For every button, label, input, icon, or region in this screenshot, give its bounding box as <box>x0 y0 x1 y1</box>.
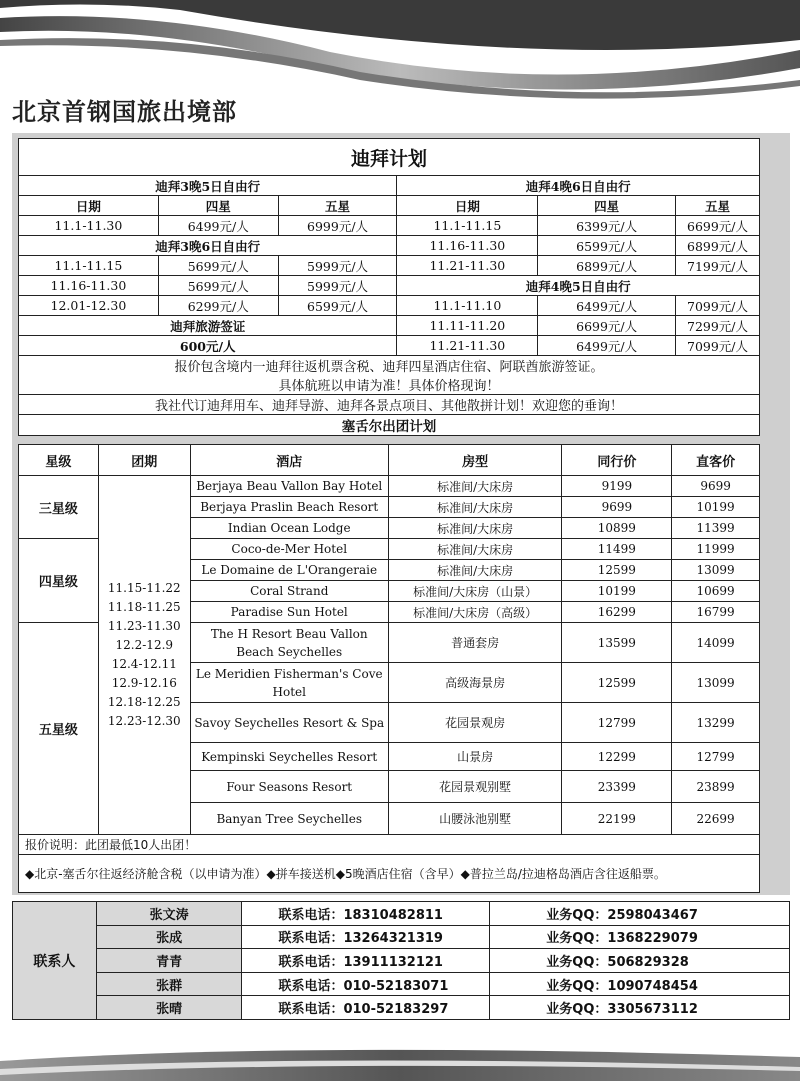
price-cell: 5999元/人 <box>278 276 397 296</box>
retail-price: 10699 <box>672 581 760 602</box>
price-cell: 6899元/人 <box>538 256 676 276</box>
retail-price: 11399 <box>672 518 760 539</box>
phone-label: 联系电话： <box>278 1002 344 1018</box>
room-type: 标准间/大床房 <box>388 476 562 497</box>
room-type: 花园景观房 <box>388 703 562 743</box>
price-cell: 6299元/人 <box>158 296 278 316</box>
contact-name: 青青 <box>96 949 242 973</box>
dubai-note: 报价包含境内一迪拜往返机票含税、迪拜四星酒店住宿、阿联酋旅游签证。 <box>19 356 760 376</box>
period-item: 12.18-12.25 <box>107 695 181 709</box>
period-item: 12.4-12.11 <box>111 657 177 671</box>
contact-phone <box>242 902 490 926</box>
room-type: 标准间/大床房（山景） <box>388 581 562 602</box>
header-four-star: 四星 <box>158 196 278 216</box>
hotel-name: Berjaya Praslin Beach Resort <box>190 497 388 518</box>
room-type: 标准间/大床房 <box>388 539 562 560</box>
retail-price: 23899 <box>672 771 760 803</box>
price-cell: 6999元/人 <box>278 216 397 236</box>
trade-price: 12599 <box>562 663 672 703</box>
phone-number: 13264321319 <box>343 931 443 947</box>
qq-number: 3305673112 <box>607 1002 698 1018</box>
date-cell: 11.11-11.20 <box>397 316 538 336</box>
price-cell: 6499元/人 <box>538 296 676 316</box>
phone-label: 联系电话： <box>278 978 344 994</box>
retail-price: 12799 <box>672 743 760 771</box>
trade-price: 9199 <box>562 476 672 497</box>
hotel-name: Coco-de-Mer Hotel <box>190 539 388 560</box>
price-cell: 6599元/人 <box>278 296 397 316</box>
tour-periods <box>98 476 190 835</box>
date-cell: 11.21-11.30 <box>397 336 538 356</box>
phone-label: 联系电话： <box>278 954 344 970</box>
contact-qq <box>490 949 790 973</box>
trade-price: 23399 <box>562 771 672 803</box>
date-cell: 11.1-11.15 <box>397 216 538 236</box>
contact-name: 张晴 <box>96 996 242 1020</box>
retail-price: 14099 <box>672 623 760 663</box>
trade-price: 11499 <box>562 539 672 560</box>
date-cell: 11.21-11.30 <box>397 256 538 276</box>
seychelles-title: 塞舌尔出团计划 <box>19 415 760 436</box>
qq-number: 1368229079 <box>607 931 698 947</box>
price-cell: 7299元/人 <box>676 316 760 336</box>
retail-price: 10199 <box>672 497 760 518</box>
inclusions-note: ◆北京-塞舌尔往返经济舱含税（以申请为准）◆拼车接送机◆5晚酒店住宿（含早）◆普拉兰岛/拉迪格岛酒店含往返船票。 <box>19 855 760 893</box>
hotel-name: Paradise Sun Hotel <box>190 602 388 623</box>
room-type: 高级海景房 <box>388 663 562 703</box>
hotel-name: Berjaya Beau Vallon Bay Hotel <box>190 476 388 497</box>
header-star: 星级 <box>19 445 99 476</box>
price-cell: 6899元/人 <box>676 236 760 256</box>
date-cell: 11.1-11.15 <box>19 256 159 276</box>
contact-name: 张成 <box>96 925 242 949</box>
trade-price: 22199 <box>562 803 672 835</box>
hotel-name: Kempinski Seychelles Resort <box>190 743 388 771</box>
seychelles-table <box>18 444 760 893</box>
phone-number: 010-52183071 <box>343 978 449 994</box>
company-title: 北京首钢国旅出境部 <box>12 98 237 126</box>
dubai-title: 迪拜计划 <box>19 139 760 176</box>
room-type: 标准间/大床房 <box>388 497 562 518</box>
dubai-table <box>18 138 760 436</box>
contacts-table <box>12 901 790 1020</box>
price-cell: 5699元/人 <box>158 256 278 276</box>
star-level: 五星级 <box>19 623 99 835</box>
hotel-name: Savoy Seychelles Resort & Spa <box>190 703 388 743</box>
qq-label: 业务QQ： <box>546 931 608 947</box>
hotel-name: Coral Strand <box>190 581 388 602</box>
date-cell: 12.01-12.30 <box>19 296 159 316</box>
price-cell: 6399元/人 <box>538 216 676 236</box>
room-type: 山腰泳池别墅 <box>388 803 562 835</box>
contact-phone <box>242 996 490 1020</box>
room-type: 标准间/大床房（高级） <box>388 602 562 623</box>
contacts-label: 联系人 <box>13 902 97 1020</box>
header-swoosh <box>0 0 800 100</box>
header-trade-price: 同行价 <box>562 445 672 476</box>
phone-label: 联系电话： <box>278 907 344 923</box>
trade-price: 10899 <box>562 518 672 539</box>
price-cell: 7099元/人 <box>676 296 760 316</box>
hotel-name: Four Seasons Resort <box>190 771 388 803</box>
period-item: 11.18-11.25 <box>107 600 181 614</box>
header-date: 日期 <box>19 196 159 216</box>
price-cell: 6699元/人 <box>538 316 676 336</box>
contact-name: 张文涛 <box>96 902 242 926</box>
trade-price: 12299 <box>562 743 672 771</box>
qq-number: 2598043467 <box>607 907 698 923</box>
visa-price: 600元/人 <box>19 336 397 356</box>
room-type: 标准间/大床房 <box>388 518 562 539</box>
dubai-note: 我社代订迪拜用车、迪拜导游、迪拜各景点项目、其他散拼计划！欢迎您的垂询！ <box>19 395 760 415</box>
trade-price: 10199 <box>562 581 672 602</box>
price-cell: 5999元/人 <box>278 256 397 276</box>
contact-qq <box>490 902 790 926</box>
qq-label: 业务QQ： <box>546 978 608 994</box>
hotel-name: Indian Ocean Lodge <box>190 518 388 539</box>
hotel-name: Le Meridien Fisherman's Cove Hotel <box>190 663 388 703</box>
period-item: 11.15-11.22 <box>107 581 181 595</box>
phone-number: 18310482811 <box>343 907 443 923</box>
price-cell: 6499元/人 <box>538 336 676 356</box>
contact-phone <box>242 949 490 973</box>
header-retail-price: 直客价 <box>672 445 760 476</box>
dubai-note: 具体航班以申请为准！具体价格现询！ <box>19 375 760 395</box>
plan-name: 迪拜4晚5日自由行 <box>397 276 760 296</box>
period-item: 11.23-11.30 <box>107 619 181 633</box>
qq-label: 业务QQ： <box>546 907 608 923</box>
trade-price: 13599 <box>562 623 672 663</box>
trade-price: 12599 <box>562 560 672 581</box>
retail-price: 11999 <box>672 539 760 560</box>
plan-name: 迪拜4晚6日自由行 <box>397 176 760 196</box>
header-room: 房型 <box>388 445 562 476</box>
date-cell: 11.1-11.30 <box>19 216 159 236</box>
star-level: 三星级 <box>19 476 99 539</box>
trade-price: 16299 <box>562 602 672 623</box>
contact-name: 张群 <box>96 972 242 996</box>
retail-price: 16799 <box>672 602 760 623</box>
contact-phone <box>242 972 490 996</box>
qq-number: 506829328 <box>607 954 689 970</box>
hotel-name: Le Domaine de L'Orangeraie <box>190 560 388 581</box>
price-cell: 6699元/人 <box>676 216 760 236</box>
header-hotel: 酒店 <box>190 445 388 476</box>
retail-price: 9699 <box>672 476 760 497</box>
footer-swoosh <box>0 1031 800 1081</box>
header-period: 团期 <box>98 445 190 476</box>
retail-price: 22699 <box>672 803 760 835</box>
room-type: 标准间/大床房 <box>388 560 562 581</box>
phone-number: 13911132121 <box>343 954 443 970</box>
contact-phone <box>242 925 490 949</box>
contact-qq <box>490 925 790 949</box>
price-cell: 7099元/人 <box>676 336 760 356</box>
date-cell: 11.1-11.10 <box>397 296 538 316</box>
period-item: 12.23-12.30 <box>107 714 181 728</box>
hotel-name: Banyan Tree Seychelles <box>190 803 388 835</box>
period-item: 12.2-12.9 <box>115 638 174 652</box>
header-five-star: 五星 <box>278 196 397 216</box>
qq-label: 业务QQ： <box>546 954 608 970</box>
retail-price: 13299 <box>672 703 760 743</box>
qq-label: 业务QQ： <box>546 1002 608 1018</box>
qq-number: 1090748454 <box>607 978 698 994</box>
trade-price: 12799 <box>562 703 672 743</box>
header-four-star: 四星 <box>538 196 676 216</box>
star-level: 四星级 <box>19 539 99 623</box>
room-type: 普通套房 <box>388 623 562 663</box>
header-date: 日期 <box>397 196 538 216</box>
hotel-name: The H Resort Beau Vallon Beach Seychelles <box>190 623 388 663</box>
room-type: 花园景观别墅 <box>388 771 562 803</box>
price-cell: 6599元/人 <box>538 236 676 256</box>
phone-label: 联系电话： <box>278 931 344 947</box>
visa-name: 迪拜旅游签证 <box>19 316 397 336</box>
date-cell: 11.16-11.30 <box>397 236 538 256</box>
plan-name: 迪拜3晚6日自由行 <box>19 236 397 256</box>
price-note: 报价说明：此团最低10人出团！ <box>19 835 760 855</box>
period-item: 12.9-12.16 <box>111 676 177 690</box>
contact-qq <box>490 996 790 1020</box>
room-type: 山景房 <box>388 743 562 771</box>
price-cell: 7199元/人 <box>676 256 760 276</box>
contact-qq <box>490 972 790 996</box>
plan-name: 迪拜3晚5日自由行 <box>19 176 397 196</box>
price-cell: 5699元/人 <box>158 276 278 296</box>
trade-price: 9699 <box>562 497 672 518</box>
price-cell: 6499元/人 <box>158 216 278 236</box>
header-five-star: 五星 <box>676 196 760 216</box>
retail-price: 13099 <box>672 663 760 703</box>
phone-number: 010-52183297 <box>343 1002 449 1018</box>
retail-price: 13099 <box>672 560 760 581</box>
date-cell: 11.16-11.30 <box>19 276 159 296</box>
